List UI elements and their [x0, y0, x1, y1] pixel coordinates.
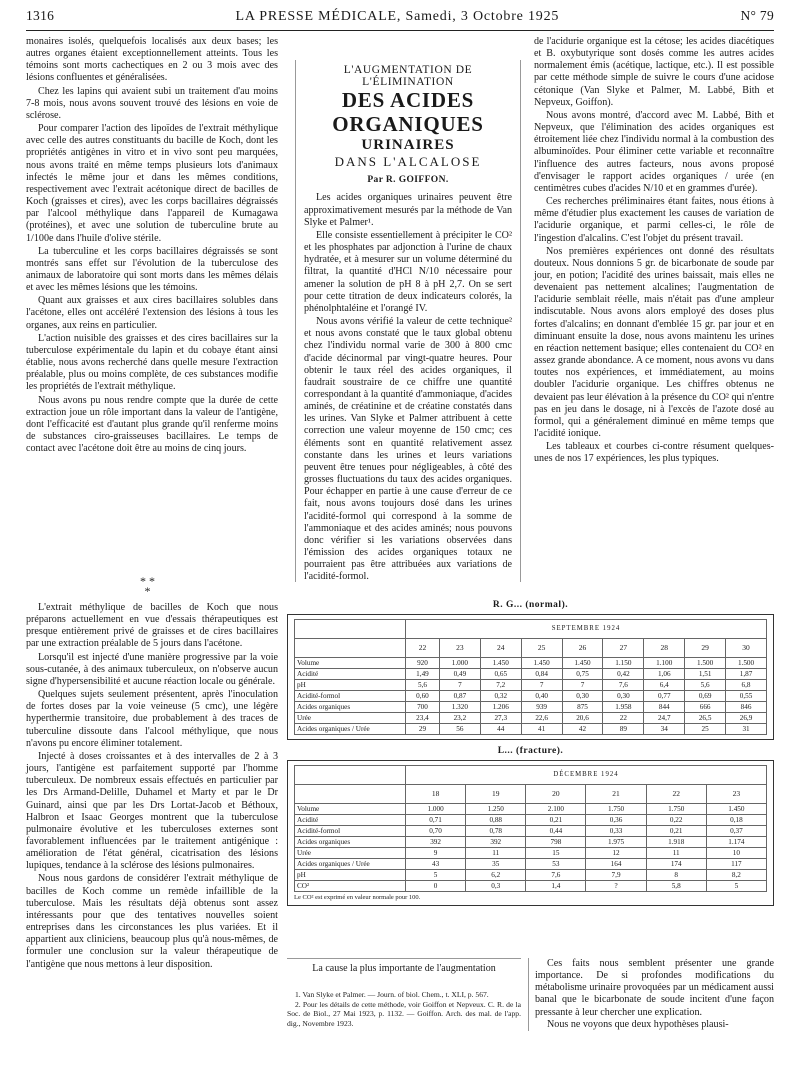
row-label: Urée: [295, 848, 406, 859]
paragraph: Nos premières expériences ont donné des résultats douteux. Nous donnions 5 gr. de bicarbonate de soude par jour, en potion; l'acidité des urines baissait, mais elles ne devenaient pas nettement alcalines; l'augmentation de l'acidurie semblait réelle, mais n'était pas d'une ampleur indiscutable. Nous avons alors employé des doses plus fortes d'alcalins; en donnant d'emblée 15 gr. par jour et en diminuant ensuite la dose, nous avons maintenu les urines en réaction nettement basique; elles contenaient du CO² en assez grande abondance. A ce moment, nous avons vu dans toutes nos expériences, et immédiatement, au moins doubler l'acidurie organique. Les chiffres obtenus ne devaient pas leur élévation à la présence du CO² qui n'entre pas en jeu dans le dosage, ni à l'excès de l'azote dosé au formol, qui a généralement diminué en même temps que l'acidité ionique.: [534, 245, 774, 439]
table-cell: 1.450: [521, 658, 562, 669]
table-cell: 26,9: [726, 713, 767, 724]
author-byline: Par R. GOIFFON.: [367, 175, 449, 186]
table-cell: 1.750: [586, 804, 646, 815]
table-cell: 7,9: [586, 870, 646, 881]
table-cell: 11: [466, 848, 526, 859]
paragraph: Elle consiste essentiellement à précipiter le CO² et les phosphates par adjonction à l'urine de chaux hydratée, et à mesurer sur un volume déterminé du filtrat, la quantité d'HCl N/10 nécessaire pour amener la solution de pH 8 à pH 2,7. On se sert pour cette titration de deux indicateurs colorés, la phénolphtaléine et l'orangé IV.: [304, 229, 512, 314]
table-cell: 0,60: [406, 691, 440, 702]
table-cell: 6,8: [726, 680, 767, 691]
table-cell: 6,4: [644, 680, 685, 691]
table-cell: 7: [562, 680, 603, 691]
table-cell: 0,30: [603, 691, 644, 702]
table-cell: 0,75: [562, 669, 603, 680]
table-day-header: 22: [406, 639, 440, 658]
table-1-body: [295, 658, 767, 735]
table-cell: 1.500: [726, 658, 767, 669]
table-cell: 798: [526, 837, 586, 848]
table-cell: 1.450: [706, 804, 766, 815]
table-cell: 1.750: [646, 804, 706, 815]
table-day-header: 24: [480, 639, 521, 658]
table-cell: 939: [521, 702, 562, 713]
table-2-box: [287, 760, 774, 906]
table-day-header: 20: [526, 785, 586, 804]
table-row: [295, 804, 767, 815]
table-cell: 22,6: [521, 713, 562, 724]
row-label: Acidité: [295, 815, 406, 826]
table-day-header: 28: [644, 639, 685, 658]
paragraph: Nous ne voyons que deux hypothèses plausi-: [547, 1018, 729, 1030]
table-cell: 1,4: [526, 881, 586, 892]
table-day-header: 19: [466, 785, 526, 804]
table-cell: 844: [644, 702, 685, 713]
table-cell: 22: [603, 713, 644, 724]
table-row: [295, 658, 767, 669]
table-cell: 0,42: [603, 669, 644, 680]
table-2-body: [295, 804, 767, 892]
row-label: Acides organiques: [295, 837, 406, 848]
table-cell: 20,6: [562, 713, 603, 724]
paragraph: Les acides organiques urinaires peuvent être approximativement mesurés par la méthode de Van Slyke et Palmer¹.: [304, 192, 512, 228]
article-title: [304, 64, 512, 186]
table-cell: 846: [726, 702, 767, 713]
table-cell: 1.100: [644, 658, 685, 669]
table-cell: 56: [439, 724, 480, 735]
table-cell: 1.150: [603, 658, 644, 669]
table-1: [294, 619, 767, 735]
table-cell: 0,18: [706, 815, 766, 826]
table-cell: 7,6: [526, 870, 586, 881]
table-cell: 0,69: [685, 691, 726, 702]
table-1-title: R. G... (normal).: [492, 600, 569, 610]
paragraph: Ces faits nous semblent présenter une grande importance. De si profondes modifications du métabolisme urinaire provoquées par un médicament aussi banal que le bicarbonate de soude incitent d'une façon pressante à leur chercher une explication.: [535, 958, 774, 1018]
table-cell: 2.100: [526, 804, 586, 815]
paragraph: de l'acidurie organique est la cétose; les acides diacétiques et B. oxybutyrique sont dosés comme les autres acides normalement émis (acétique, lactique, etc.). Il est possible par cette méthode simple de suivre le cours d'une acidose cétonique (Van Slyke et Palmer, M. Labbé, Bith et Nepveux, Goiffon).: [534, 36, 774, 108]
table-2-note: Le CO² est exprimé en valeur normale pour 100.: [294, 894, 421, 901]
table-cell: 0,65: [480, 669, 521, 680]
table-cell: 1.450: [562, 658, 603, 669]
table-day-header: 22: [646, 785, 706, 804]
footnotes: [287, 990, 521, 1028]
footnote: 1. Van Slyke et Palmer. — Journ. of biol. Chem., t. XLI, p. 567.: [295, 990, 489, 999]
row-label: Acidité-formol: [295, 691, 406, 702]
table-cell: 1.250: [466, 804, 526, 815]
table-cell: 0,22: [646, 815, 706, 826]
table-cell: 12: [586, 848, 646, 859]
table-row: [295, 669, 767, 680]
table-cell: 11: [646, 848, 706, 859]
table-day-header: 23: [706, 785, 766, 804]
title-line-1: L'AUGMENTATION DE L'ÉLIMINATION: [343, 64, 473, 89]
row-label: Acides organiques: [295, 702, 406, 713]
table-cell: 1.000: [406, 804, 466, 815]
table-cell: 0,44: [526, 826, 586, 837]
paragraph: La tuberculine et les corps bacillaires dégraissés se sont montrés sans effet sur l'évolution de la tuberculose des animaux de laboratoire qui sont morts dans les mêmes délais et avec les mêmes lésions que les témoins.: [26, 245, 278, 294]
row-label: CO²: [295, 881, 406, 892]
paragraph: Lorsqu'il est injecté d'une manière progressive par la voie sous-cutanée, à des animaux tuberculeux, on n'observe aucun signe d'hypersensibilité et aucune réaction locale ou générale.: [26, 651, 278, 687]
table-cell: 0,84: [521, 669, 562, 680]
table-row: [295, 724, 767, 735]
table-cell: 42: [562, 724, 603, 735]
table-row: [295, 691, 767, 702]
table-cell: 10: [706, 848, 766, 859]
table-cell: 5: [406, 870, 466, 881]
table-cell: 0,3: [466, 881, 526, 892]
table-cell: 0,70: [406, 826, 466, 837]
table-cell: 5,6: [685, 680, 726, 691]
table-row: [295, 826, 767, 837]
table-cell: 0: [406, 881, 466, 892]
table-cell: 920: [406, 658, 440, 669]
table-corner: [295, 639, 406, 658]
data-tables: [287, 598, 774, 912]
table-cell: 1.320: [439, 702, 480, 713]
table-cell: 25: [685, 724, 726, 735]
table-cell: 1.000: [439, 658, 480, 669]
table-cell: 0,40: [521, 691, 562, 702]
table-row: [295, 837, 767, 848]
paragraph: Ces recherches préliminaires étant faites, nous étions à même d'étudier plus exactement les causes de variation de l'acidurie organique, et parmi celles-ci, le rôle de l'ingestion d'alcalins. C'est l'objet du présent travail.: [534, 196, 774, 244]
table-cell: ?: [586, 881, 646, 892]
paragraph: monaires isolés, quelquefois localisés aux deux bases; les autres organes étaient exceptionnellement atteints. Tous les témoins sont morts cachectiques en 2 ou 3 mois avec des lésions confluentes et généralisées.: [26, 36, 278, 84]
table-1-days-row: [295, 639, 767, 658]
table-cell: 5,6: [406, 680, 440, 691]
table-cell: 35: [466, 859, 526, 870]
table-cell: 0,49: [439, 669, 480, 680]
paragraph: Les tableaux et courbes ci-contre résument quelques-unes de nos 17 expériences, les plus typiques.: [534, 441, 774, 465]
table-cell: 53: [526, 859, 586, 870]
table-cell: 7,6: [603, 680, 644, 691]
table-cell: 1.450: [480, 658, 521, 669]
table-day-header: 27: [603, 639, 644, 658]
table-row: [295, 870, 767, 881]
table-day-header: 29: [685, 639, 726, 658]
table-cell: 5,8: [646, 881, 706, 892]
column-3: [534, 36, 774, 466]
table-cell: 0,36: [586, 815, 646, 826]
table-2-title: L... (fracture).: [497, 746, 564, 756]
paragraph: Nous avons vérifié la valeur de cette technique² et nous avons constaté que le taux global obtenu chez l'individu normal varie de 300 à 800 cmc d'acide décinormal par vingt-quatre heures. Pour obtenir le taux réel des acides organiques, il faudrait soustraire de ce chiffre une quantité correspondant à la quantité d'ammoniaque, d'acides aminés, de créatinine et de créatine constatés dans les urines. Van Slyke et Palmer attribuent à cette correction une valeur moyenne de 150 cmc; ces éléments sont en quantité relativement assez constante dans les urines et leurs variations peuvent être tenues pour négligeables, à côté des grosses fluctuations du taux des acides organiques. Pour échapper en partie à une cause d'erreur de ce fait, nous avons toujours dosé dans les urines l'acidité-formol qui correspond à la somme de l'ammoniaque et des acides aminés; nous pouvons donc vérifier si les variations observées dans l'émission des acides organiques totaux ne pourraient pas être attribuées aux variations de l'acidité-formol.: [304, 316, 512, 583]
table-cell: 0,21: [526, 815, 586, 826]
table-cell: 1.975: [586, 837, 646, 848]
row-label: Acides organiques / Urée: [295, 724, 406, 735]
table-cell: 26,5: [685, 713, 726, 724]
table-1-box: [287, 614, 774, 740]
table-cell: 1.958: [603, 702, 644, 713]
continuation-lede: La cause la plus importante de l'augmentation: [287, 958, 521, 974]
table-day-header: 30: [726, 639, 767, 658]
paragraph: Quant aux graisses et aux cires bacillaires solubles dans l'acétone, elles ont accéléré l'extension des lésions à tous les organes, aux reins en particulier.: [26, 295, 278, 331]
page-number: 1316: [26, 8, 55, 23]
table-cell: 0,78: [466, 826, 526, 837]
row-label: pH: [295, 680, 406, 691]
table-cell: 666: [685, 702, 726, 713]
table-cell: 44: [480, 724, 521, 735]
table-row: [295, 713, 767, 724]
table-cell: 7: [439, 680, 480, 691]
table-row: [295, 881, 767, 892]
table-cell: 27,3: [480, 713, 521, 724]
table-cell: 1,49: [406, 669, 440, 680]
table-cell: 0,32: [480, 691, 521, 702]
table-cell: 0,87: [439, 691, 480, 702]
table-cell: 117: [706, 859, 766, 870]
table-cell: 23,4: [406, 713, 440, 724]
paragraph: Pour comparer l'action des lipoïdes de l'extrait méthylique avec celle des autres constituants du bacille de Koch, dont les propriétés antigènes in vitro et in vivo sont peu marquées, nous avons traité en même temps plusieurs lots d'animaux infectés le même jour et dans les mêmes conditions, respectivement avec l'extrait acétonique direct de bacilles de Koch (graisses et cires), avec les corps bacillaires dégraissés par l'alcool méthylique dans l'appareil de Kumagawa (protéines), et avec une solution de tuberculine brute au 1/100e dans l'huile d'olive stérile.: [26, 123, 278, 244]
table-cell: 7,2: [480, 680, 521, 691]
title-line-2: DES ACIDES ORGANIQUES: [332, 88, 484, 137]
row-label: Volume: [295, 658, 406, 669]
section-separator: * * *: [140, 574, 155, 598]
table-corner: [295, 620, 406, 639]
table-row: [295, 702, 767, 713]
column-1-lower: [26, 602, 278, 972]
table-cell: 9: [406, 848, 466, 859]
table-row: [295, 859, 767, 870]
table-cell: 8: [646, 870, 706, 881]
table-day-header: 25: [521, 639, 562, 658]
table-corner: [295, 785, 406, 804]
table-cell: 0,30: [562, 691, 603, 702]
table-cell: 875: [562, 702, 603, 713]
table-day-header: 23: [439, 639, 480, 658]
table-cell: 41: [521, 724, 562, 735]
table-cell: 15: [526, 848, 586, 859]
column-1: [26, 36, 278, 456]
table-cell: 0,21: [646, 826, 706, 837]
table-cell: 6,2: [466, 870, 526, 881]
table-cell: 1.174: [706, 837, 766, 848]
table-cell: 392: [466, 837, 526, 848]
table-cell: 1.500: [685, 658, 726, 669]
table-cell: 1.918: [646, 837, 706, 848]
row-label: Acides organiques / Urée: [295, 859, 406, 870]
row-label: Acidité: [295, 669, 406, 680]
table-cell: 7: [521, 680, 562, 691]
table-cell: 1,51: [685, 669, 726, 680]
table-cell: 0,55: [726, 691, 767, 702]
title-line-4: DANS L'ALCALOSE: [334, 154, 482, 170]
article-conclusion: [528, 958, 774, 1031]
paragraph: Nous avons montré, d'accord avec M. Labbé, Bith et Nepveux, que l'élimination des acides organiques est étroitement liée chez l'individu normal à la combustion des albuminoïdes. Pour éliminer cette variable et reconnaître l'influence des autres facteurs, nous avons proposé d'envisager le rapport acides organiques / urée (en centimètres cubes d'acides N/10 et en grammes d'urée).: [534, 109, 774, 194]
table-cell: 89: [603, 724, 644, 735]
table-cell: 43: [406, 859, 466, 870]
issue-number: N° 79: [740, 8, 774, 23]
paragraph: Nous nous gardons de considérer l'extrait méthylique de bacilles de Koch comme un remède infaillible de la tuberculose. Mais les résultats déjà obtenus sont assez intéressants pour que des tentatives nouvelles soient entreprises dans les circonstances les plus variées. Et il appartient aux cliniciens, beaucoup plus qu'à nous-mêmes, de formuler une conclusion sur la valeur thérapeutique de l'antigène que nous mettons à leur disposition.: [26, 873, 278, 970]
row-label: Acidité-formol: [295, 826, 406, 837]
table-cell: 8,2: [706, 870, 766, 881]
table-day-header: 21: [586, 785, 646, 804]
table-cell: 0,37: [706, 826, 766, 837]
table-cell: 0,77: [644, 691, 685, 702]
paragraph: Chez les lapins qui avaient subi un traitement d'au moins 7-8 mois, nous avons souvent trouvé des lésions en voie de sclérose.: [26, 85, 278, 121]
table-1-month: SEPTEMBRE 1924: [406, 620, 767, 639]
table-cell: 34: [644, 724, 685, 735]
table-day-header: 26: [562, 639, 603, 658]
table-cell: 31: [726, 724, 767, 735]
table-cell: 164: [586, 859, 646, 870]
table-cell: 392: [406, 837, 466, 848]
page-header: [26, 8, 774, 31]
paragraph: Quelques sujets seulement présentent, après l'inoculation de fortes doses par la voie veineuse (5 cmc), une légère hyperthermie transitoire, due probablement à des traces de tuberculine dissoute dans l'alcool méthylique, que nous n'avons pu encore éliminer totalement.: [26, 689, 278, 749]
paragraph: L'extrait méthylique de bacilles de Koch que nous préparons actuellement en vue d'essais thérapeutiques est presque entièrement privé de graisses et de cires bacillaires par une extraction préalable de 5 jours dans l'acétone.: [26, 602, 278, 650]
column-2-article: [295, 60, 521, 582]
table-2-days-row: [295, 785, 767, 804]
table-cell: 0,71: [406, 815, 466, 826]
paragraph: Injecté à doses croissantes et à des intervalles de 2 à 3 jours, l'antigène est parfaitement supporté par l'homme tuberculeux. De nombreux essais effectués en particulier par les Drs Armand-Delille, Duhamel et Marty et par le Dr Guinard, ainsi que par les Drs Lortat-Jacob et Béthoux, Halbron et Isaac Georges montrent que la tuberculose pulmonaire évolutive et les tuberculoses externes sont favorablement influencées par le traitement antigénique : amélioration de l'état général, cicatrisation des lésions lupiques, tendance à la sclérose des lésions pulmonaires.: [26, 750, 278, 872]
table-cell: 24,7: [644, 713, 685, 724]
table-row: [295, 815, 767, 826]
paragraph: Nous avons pu nous rendre compte que la durée de cette extraction joue un rôle important dans la valeur de l'antigène, dont l'efficacité est d'autant plus grande qu'il renferme moins de substances ciro-graisseuses bacillaires. Le temps de contact avec l'acétone doit être au moins de cinq jours.: [26, 394, 278, 455]
table-cell: 1.206: [480, 702, 521, 713]
paragraph: L'action nuisible des graisses et des cires bacillaires sur la tuberculose expérimentale du lapin et du cobaye étant ainsi établie, nous avons recherché dans quelle mesure l'extraction préalable, plus ou moins complète, de ces substances modifie les propriétés de l'extrait méthylique.: [26, 332, 278, 393]
row-label: pH: [295, 870, 406, 881]
table-day-header: 18: [406, 785, 466, 804]
table-cell: 1,06: [644, 669, 685, 680]
table-cell: 29: [406, 724, 440, 735]
journal-title: LA PRESSE MÉDICALE, Samedi, 3 Octobre 1925: [235, 9, 560, 24]
table-corner: [295, 766, 406, 785]
row-label: Volume: [295, 804, 406, 815]
table-cell: 1,87: [726, 669, 767, 680]
table-cell: 174: [646, 859, 706, 870]
table-cell: 23,2: [439, 713, 480, 724]
table-cell: 0,33: [586, 826, 646, 837]
table-cell: 5: [706, 881, 766, 892]
table-row: [295, 680, 767, 691]
article-continuation: [287, 958, 521, 1028]
table-row: [295, 848, 767, 859]
table-cell: 700: [406, 702, 440, 713]
row-label: Urée: [295, 713, 406, 724]
table-2: [294, 765, 767, 892]
table-2-month: DÉCEMBRE 1924: [406, 766, 767, 785]
title-line-3: URINAIRES: [361, 137, 455, 154]
footnote: 2. Pour les détails de cette méthode, voir Goiffon et Nepveux. C. R. de la Soc. de Biol., 27 Mai 1923, p. 1132. — Goiffon. Arch. des mal. de l'app. dig., Novembre 1923.: [287, 999, 521, 1028]
table-cell: 0,88: [466, 815, 526, 826]
